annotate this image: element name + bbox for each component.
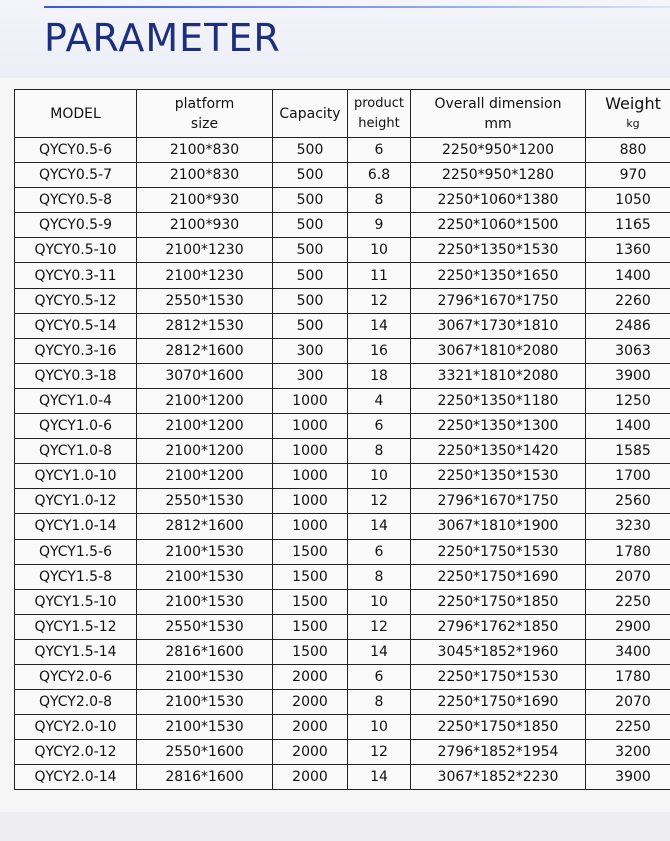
table-row — [15, 188, 670, 213]
cell-weight: 2070 — [586, 690, 670, 715]
table-row — [15, 414, 670, 439]
cell-platform-size: 3070*1600 — [137, 363, 273, 388]
cell-overall-dimension: 2250*1350*1180 — [411, 388, 586, 413]
cell-weight: 1165 — [586, 213, 670, 238]
cell-capacity: 300 — [273, 338, 348, 363]
cell-model: QYCY1.0-12 — [15, 489, 137, 514]
cell-product-height: 12 — [348, 614, 411, 639]
table-row — [15, 363, 670, 388]
cell-weight: 2250 — [586, 589, 670, 614]
header-model: MODEL — [15, 90, 137, 138]
cell-capacity: 1500 — [273, 639, 348, 664]
cell-weight: 1360 — [586, 238, 670, 263]
table-row — [15, 338, 670, 363]
cell-overall-dimension: 3321*1810*2080 — [411, 363, 586, 388]
cell-platform-size: 2100*1530 — [137, 690, 273, 715]
cell-platform-size: 2100*930 — [137, 213, 273, 238]
cell-platform-size: 2812*1600 — [137, 514, 273, 539]
table-row — [15, 740, 670, 765]
cell-product-height: 6.8 — [348, 163, 411, 188]
cell-capacity: 500 — [273, 213, 348, 238]
cell-capacity: 1000 — [273, 388, 348, 413]
cell-capacity: 2000 — [273, 715, 348, 740]
cell-overall-dimension: 2250*1750*1850 — [411, 589, 586, 614]
cell-platform-size: 2100*1530 — [137, 539, 273, 564]
cell-weight: 1400 — [586, 263, 670, 288]
cell-capacity: 500 — [273, 163, 348, 188]
cell-model: QYCY1.5-12 — [15, 614, 137, 639]
cell-platform-size: 2100*1200 — [137, 439, 273, 464]
cell-product-height: 14 — [348, 639, 411, 664]
table-row — [15, 138, 670, 163]
cell-weight: 1585 — [586, 439, 670, 464]
cell-capacity: 1000 — [273, 414, 348, 439]
cell-product-height: 11 — [348, 263, 411, 288]
cell-weight: 2250 — [586, 715, 670, 740]
cell-capacity: 500 — [273, 238, 348, 263]
cell-capacity: 300 — [273, 363, 348, 388]
table-header-row — [15, 90, 670, 138]
cell-overall-dimension: 2250*950*1280 — [411, 163, 586, 188]
cell-weight: 3063 — [586, 338, 670, 363]
cell-product-height: 6 — [348, 138, 411, 163]
cell-capacity: 1500 — [273, 589, 348, 614]
cell-model: QYCY2.0-10 — [15, 715, 137, 740]
cell-platform-size: 2100*1530 — [137, 715, 273, 740]
cell-model: QYCY1.0-14 — [15, 514, 137, 539]
cell-overall-dimension: 3067*1810*2080 — [411, 338, 586, 363]
cell-model: QYCY1.0-10 — [15, 464, 137, 489]
cell-overall-dimension: 3067*1852*2230 — [411, 765, 586, 790]
cell-capacity: 1500 — [273, 614, 348, 639]
cell-weight: 3200 — [586, 740, 670, 765]
table-row — [15, 388, 670, 413]
cell-platform-size: 2100*1530 — [137, 664, 273, 689]
cell-overall-dimension: 2250*1350*1420 — [411, 439, 586, 464]
cell-model: QYCY1.5-8 — [15, 564, 137, 589]
bottom-strip — [0, 812, 670, 841]
cell-platform-size: 2816*1600 — [137, 765, 273, 790]
cell-overall-dimension: 2250*1750*1690 — [411, 564, 586, 589]
table-row — [15, 639, 670, 664]
cell-weight: 1780 — [586, 539, 670, 564]
cell-overall-dimension: 2250*1350*1530 — [411, 464, 586, 489]
cell-model: QYCY0.5-8 — [15, 188, 137, 213]
cell-product-height: 14 — [348, 313, 411, 338]
page-title: PARAMETER — [44, 16, 281, 60]
table-row — [15, 238, 670, 263]
header-band — [0, 0, 670, 78]
cell-capacity: 500 — [273, 188, 348, 213]
cell-product-height: 14 — [348, 765, 411, 790]
cell-weight: 1780 — [586, 664, 670, 689]
cell-platform-size: 2100*1200 — [137, 414, 273, 439]
cell-model: QYCY0.5-7 — [15, 163, 137, 188]
cell-product-height: 18 — [348, 363, 411, 388]
cell-model: QYCY2.0-8 — [15, 690, 137, 715]
cell-platform-size: 2100*1530 — [137, 564, 273, 589]
cell-weight: 3900 — [586, 363, 670, 388]
header-accent-line — [44, 6, 670, 8]
cell-platform-size: 2100*930 — [137, 188, 273, 213]
cell-platform-size: 2100*1200 — [137, 464, 273, 489]
cell-capacity: 1500 — [273, 564, 348, 589]
cell-overall-dimension: 2250*950*1200 — [411, 138, 586, 163]
cell-platform-size: 2812*1600 — [137, 338, 273, 363]
cell-overall-dimension: 2250*1750*1690 — [411, 690, 586, 715]
cell-product-height: 8 — [348, 690, 411, 715]
cell-capacity: 2000 — [273, 664, 348, 689]
cell-weight: 3230 — [586, 514, 670, 539]
table-row — [15, 163, 670, 188]
table-row — [15, 489, 670, 514]
cell-model: QYCY0.3-18 — [15, 363, 137, 388]
cell-platform-size: 2100*1230 — [137, 238, 273, 263]
cell-overall-dimension: 2796*1670*1750 — [411, 489, 586, 514]
cell-platform-size: 2100*1230 — [137, 263, 273, 288]
parameter-table — [14, 89, 670, 790]
cell-platform-size: 2550*1530 — [137, 288, 273, 313]
table-row — [15, 263, 670, 288]
cell-model: QYCY0.5-6 — [15, 138, 137, 163]
cell-weight: 2486 — [586, 313, 670, 338]
cell-capacity: 1500 — [273, 539, 348, 564]
table-body — [15, 138, 670, 790]
cell-product-height: 12 — [348, 489, 411, 514]
cell-product-height: 12 — [348, 288, 411, 313]
cell-overall-dimension: 2250*1350*1650 — [411, 263, 586, 288]
cell-capacity: 1000 — [273, 489, 348, 514]
cell-platform-size: 2816*1600 — [137, 639, 273, 664]
header-product-height: product height — [348, 90, 411, 138]
cell-weight: 880 — [586, 138, 670, 163]
header-overall-dimension: Overall dimension mm — [411, 90, 586, 138]
cell-overall-dimension: 3067*1730*1810 — [411, 313, 586, 338]
header-platform-size: platform size — [137, 90, 273, 138]
cell-model: QYCY0.5-9 — [15, 213, 137, 238]
cell-weight: 1050 — [586, 188, 670, 213]
cell-overall-dimension: 2796*1670*1750 — [411, 288, 586, 313]
cell-product-height: 8 — [348, 564, 411, 589]
cell-weight: 970 — [586, 163, 670, 188]
table-row — [15, 514, 670, 539]
cell-product-height: 8 — [348, 439, 411, 464]
cell-product-height: 8 — [348, 188, 411, 213]
cell-model: QYCY1.5-10 — [15, 589, 137, 614]
table-row — [15, 564, 670, 589]
cell-overall-dimension: 2250*1750*1850 — [411, 715, 586, 740]
cell-platform-size: 2100*830 — [137, 163, 273, 188]
table-row — [15, 439, 670, 464]
cell-weight: 1700 — [586, 464, 670, 489]
cell-platform-size: 2100*830 — [137, 138, 273, 163]
cell-product-height: 10 — [348, 715, 411, 740]
cell-overall-dimension: 3045*1852*1960 — [411, 639, 586, 664]
cell-product-height: 10 — [348, 464, 411, 489]
cell-product-height: 16 — [348, 338, 411, 363]
table-row — [15, 765, 670, 790]
cell-platform-size: 2812*1530 — [137, 313, 273, 338]
table-row — [15, 589, 670, 614]
cell-product-height: 10 — [348, 238, 411, 263]
cell-model: QYCY1.5-14 — [15, 639, 137, 664]
cell-capacity: 1000 — [273, 439, 348, 464]
cell-capacity: 1000 — [273, 514, 348, 539]
cell-model: QYCY0.3-11 — [15, 263, 137, 288]
cell-model: QYCY1.5-6 — [15, 539, 137, 564]
cell-capacity: 500 — [273, 288, 348, 313]
cell-overall-dimension: 2796*1762*1850 — [411, 614, 586, 639]
cell-capacity: 500 — [273, 138, 348, 163]
cell-product-height: 10 — [348, 589, 411, 614]
cell-product-height: 6 — [348, 664, 411, 689]
cell-capacity: 500 — [273, 313, 348, 338]
table-row — [15, 288, 670, 313]
cell-product-height: 14 — [348, 514, 411, 539]
cell-capacity: 1000 — [273, 464, 348, 489]
cell-overall-dimension: 2250*1350*1530 — [411, 238, 586, 263]
cell-model: QYCY2.0-14 — [15, 765, 137, 790]
cell-model: QYCY2.0-12 — [15, 740, 137, 765]
cell-overall-dimension: 2250*1350*1300 — [411, 414, 586, 439]
cell-platform-size: 2550*1530 — [137, 489, 273, 514]
cell-overall-dimension: 2796*1852*1954 — [411, 740, 586, 765]
cell-product-height: 4 — [348, 388, 411, 413]
cell-weight: 1250 — [586, 388, 670, 413]
cell-model: QYCY0.5-10 — [15, 238, 137, 263]
cell-model: QYCY1.0-4 — [15, 388, 137, 413]
cell-capacity: 2000 — [273, 740, 348, 765]
cell-weight: 3400 — [586, 639, 670, 664]
cell-model: QYCY1.0-8 — [15, 439, 137, 464]
cell-weight: 3900 — [586, 765, 670, 790]
cell-model: QYCY0.3-16 — [15, 338, 137, 363]
table-row — [15, 464, 670, 489]
cell-overall-dimension: 3067*1810*1900 — [411, 514, 586, 539]
cell-platform-size: 2100*1530 — [137, 589, 273, 614]
cell-platform-size: 2550*1530 — [137, 614, 273, 639]
table-row — [15, 213, 670, 238]
cell-overall-dimension: 2250*1060*1500 — [411, 213, 586, 238]
table-row — [15, 539, 670, 564]
cell-model: QYCY1.0-6 — [15, 414, 137, 439]
table-row — [15, 614, 670, 639]
cell-overall-dimension: 2250*1750*1530 — [411, 539, 586, 564]
cell-overall-dimension: 2250*1060*1380 — [411, 188, 586, 213]
cell-capacity: 2000 — [273, 690, 348, 715]
cell-weight: 2260 — [586, 288, 670, 313]
cell-platform-size: 2550*1600 — [137, 740, 273, 765]
table-row — [15, 313, 670, 338]
cell-model: QYCY0.5-14 — [15, 313, 137, 338]
table-row — [15, 690, 670, 715]
cell-product-height: 12 — [348, 740, 411, 765]
header-capacity: Capacity — [273, 90, 348, 138]
cell-model: QYCY2.0-6 — [15, 664, 137, 689]
cell-product-height: 6 — [348, 539, 411, 564]
cell-weight: 1400 — [586, 414, 670, 439]
cell-model: QYCY0.5-12 — [15, 288, 137, 313]
cell-weight: 2560 — [586, 489, 670, 514]
cell-weight: 2900 — [586, 614, 670, 639]
cell-capacity: 500 — [273, 263, 348, 288]
cell-overall-dimension: 2250*1750*1530 — [411, 664, 586, 689]
cell-product-height: 6 — [348, 414, 411, 439]
cell-capacity: 2000 — [273, 765, 348, 790]
cell-product-height: 9 — [348, 213, 411, 238]
cell-platform-size: 2100*1200 — [137, 388, 273, 413]
table-row — [15, 715, 670, 740]
header-weight: Weight kg — [586, 90, 670, 138]
table-row — [15, 664, 670, 689]
cell-weight: 2070 — [586, 564, 670, 589]
